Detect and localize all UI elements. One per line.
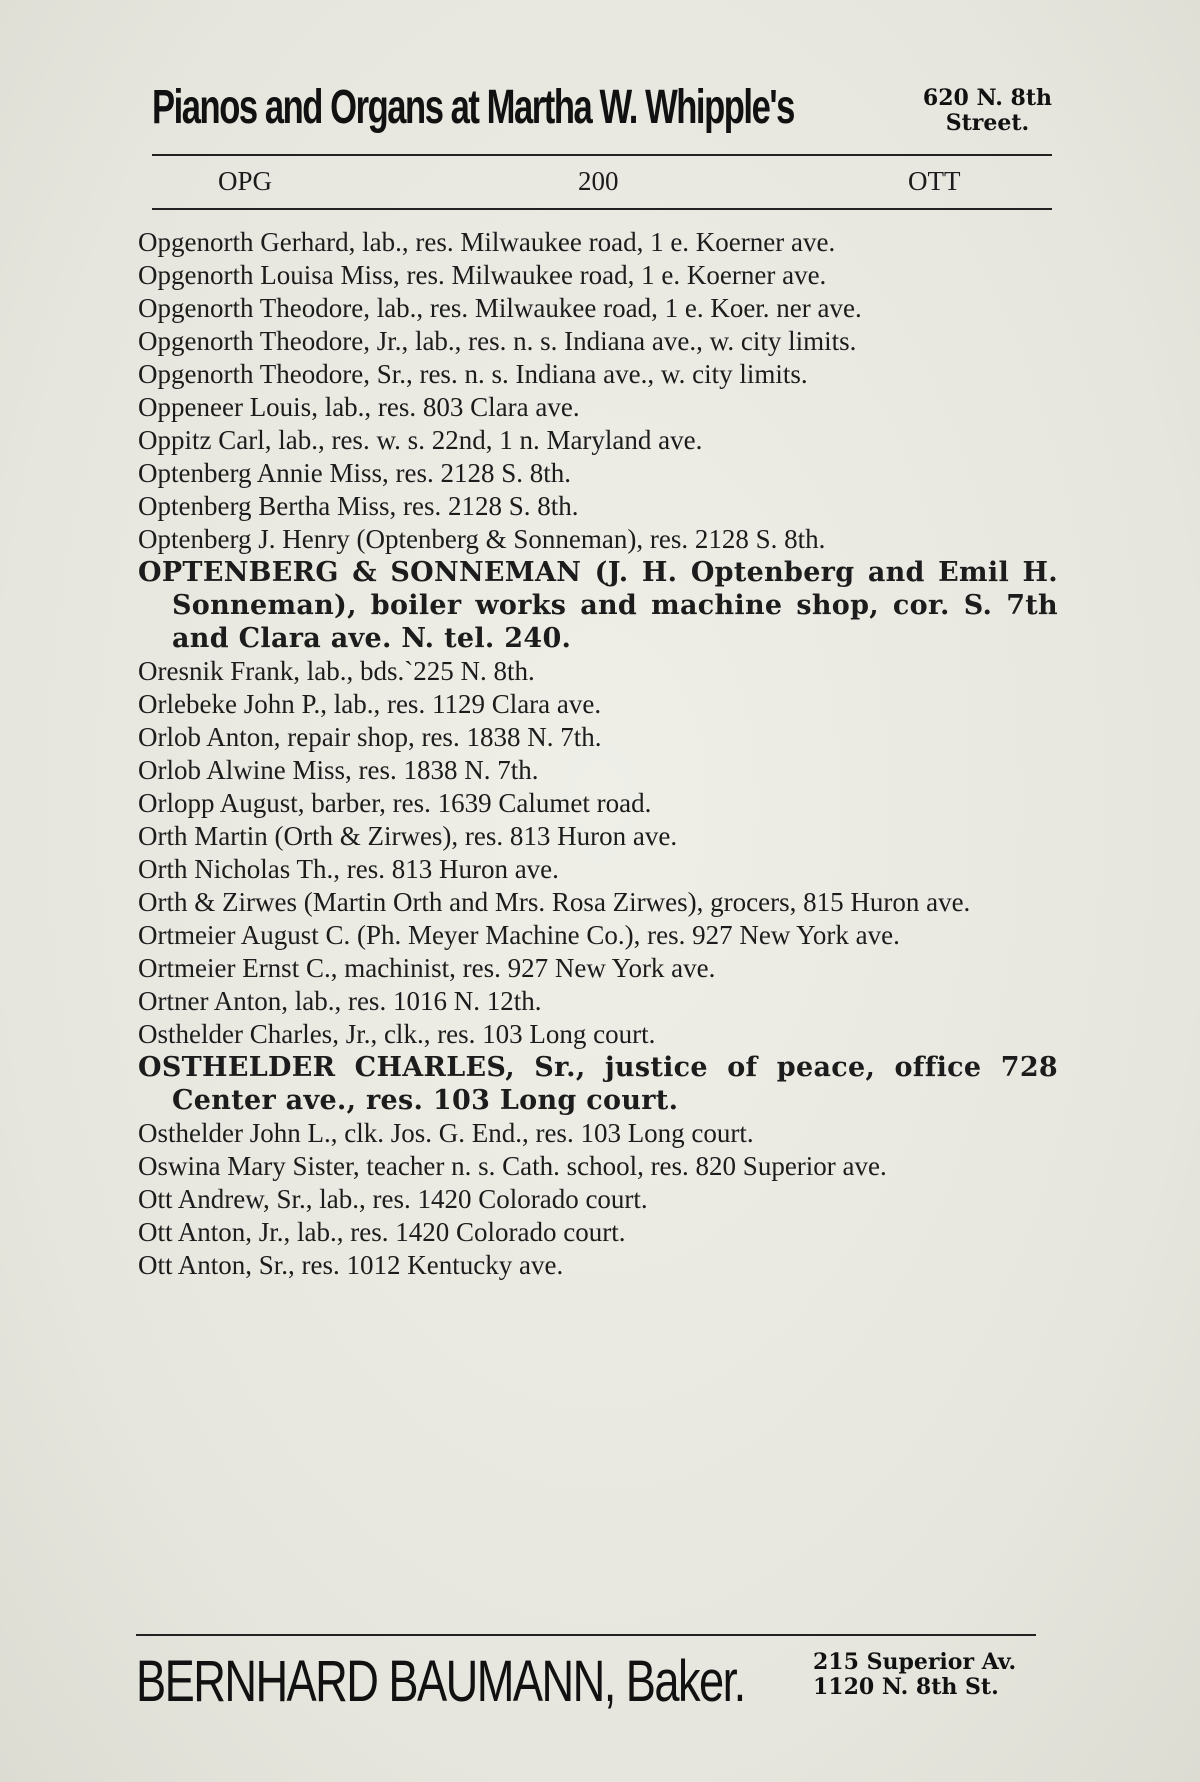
directory-entry-bold: OPTENBERG & SONNEMAN (J. H. Optenberg and Emil H. Sonneman), boiler works and machine shop, cor. S. 7th and Clara ave. N. tel. 240. bbox=[138, 557, 1058, 654]
directory-entry: Orlebeke John P., lab., res. 1129 Clara ave. bbox=[138, 689, 602, 719]
running-head bbox=[152, 166, 1052, 196]
footer-ad-text: BERNHARD BAUMANN, Baker. bbox=[136, 1649, 745, 1714]
header-rule-top bbox=[152, 154, 1052, 156]
header-advertisement bbox=[152, 80, 1052, 144]
directory-entry: Ortmeier August C. (Ph. Meyer Machine Co.), res. 927 New York ave. bbox=[138, 920, 900, 950]
header-ad-address-line2: Street. bbox=[945, 110, 1030, 136]
footer-rule bbox=[136, 1634, 1036, 1636]
directory-entries bbox=[138, 226, 1058, 1282]
header-ad-address bbox=[923, 86, 1052, 136]
directory-entry: Orlob Anton, repair shop, res. 1838 N. 7th. bbox=[138, 722, 602, 752]
running-head-left: OPG bbox=[218, 166, 273, 196]
footer-ad-address-line1: 215 Superior Av. bbox=[813, 1649, 1017, 1675]
running-head-right: OTT bbox=[908, 166, 961, 196]
directory-entry: Oppitz Carl, lab., res. w. s. 22nd, 1 n. Maryland ave. bbox=[138, 425, 703, 455]
page-number: 200 bbox=[578, 166, 619, 196]
directory-entry: Ott Anton, Sr., res. 1012 Kentucky ave. bbox=[138, 1250, 564, 1280]
footer-advertisement bbox=[136, 1648, 1036, 1718]
directory-entry: Optenberg Annie Miss, res. 2128 S. 8th. bbox=[138, 458, 571, 488]
header-rule-bottom bbox=[152, 208, 1052, 210]
directory-entry: Oresnik Frank, lab., bds.`225 N. 8th. bbox=[138, 656, 535, 686]
directory-entry: Optenberg Bertha Miss, res. 2128 S. 8th. bbox=[138, 491, 579, 521]
directory-entry: Orth Nicholas Th., res. 813 Huron ave. bbox=[138, 854, 559, 884]
directory-entry-bold: OSTHELDER CHARLES, Sr., justice of peace, office 728 Center ave., res. 103 Long court. bbox=[138, 1052, 1058, 1116]
directory-entry: Oswina Mary Sister, teacher n. s. Cath. school, res. 820 Superior ave. bbox=[138, 1151, 887, 1181]
directory-entry: Opgenorth Theodore, Jr., lab., res. n. s. Indiana ave., w. city limits. bbox=[138, 326, 857, 356]
directory-entry: Orth & Zirwes (Martin Orth and Mrs. Rosa Zirwes), grocers, 815 Huron ave. bbox=[138, 887, 971, 917]
directory-entry: Oppeneer Louis, lab., res. 803 Clara ave. bbox=[138, 392, 580, 422]
header-ad-text: Pianos and Organs at Martha W. Whipple's bbox=[152, 81, 794, 134]
directory-entry: Opgenorth Louisa Miss, res. Milwaukee road, 1 e. Koerner ave. bbox=[138, 260, 827, 290]
header-ad-address-line1: 620 N. 8th bbox=[922, 85, 1052, 111]
directory-entry: Osthelder Charles, Jr., clk., res. 103 Long court. bbox=[138, 1019, 656, 1049]
directory-entry: Orth Martin (Orth & Zirwes), res. 813 Huron ave. bbox=[138, 821, 678, 851]
directory-entry: Optenberg J. Henry (Optenberg & Sonneman), res. 2128 S. 8th. bbox=[138, 524, 826, 554]
directory-entry: Ortmeier Ernst C., machinist, res. 927 New York ave. bbox=[138, 953, 716, 983]
directory-entry: Osthelder John L., clk. Jos. G. End., res. 103 Long court. bbox=[138, 1118, 754, 1148]
directory-entry: Orlob Alwine Miss, res. 1838 N. 7th. bbox=[138, 755, 539, 785]
directory-entry: Ortner Anton, lab., res. 1016 N. 12th. bbox=[138, 986, 542, 1016]
directory-entry: Opgenorth Gerhard, lab., res. Milwaukee road, 1 e. Koerner ave. bbox=[138, 227, 836, 257]
footer-ad-address-line2: 1120 N. 8th St. bbox=[813, 1674, 999, 1700]
footer-ad-address bbox=[813, 1650, 1016, 1700]
directory-entry: Opgenorth Theodore, Sr., res. n. s. Indiana ave., w. city limits. bbox=[138, 359, 808, 389]
directory-entry: Ott Anton, Jr., lab., res. 1420 Colorado court. bbox=[138, 1217, 626, 1247]
directory-entry: Ott Andrew, Sr., lab., res. 1420 Colorado court. bbox=[138, 1184, 648, 1214]
directory-entry: Opgenorth Theodore, lab., res. Milwaukee road, 1 e. Koer. ner ave. bbox=[138, 293, 862, 323]
directory-entry: Orlopp August, barber, res. 1639 Calumet road. bbox=[138, 788, 652, 818]
